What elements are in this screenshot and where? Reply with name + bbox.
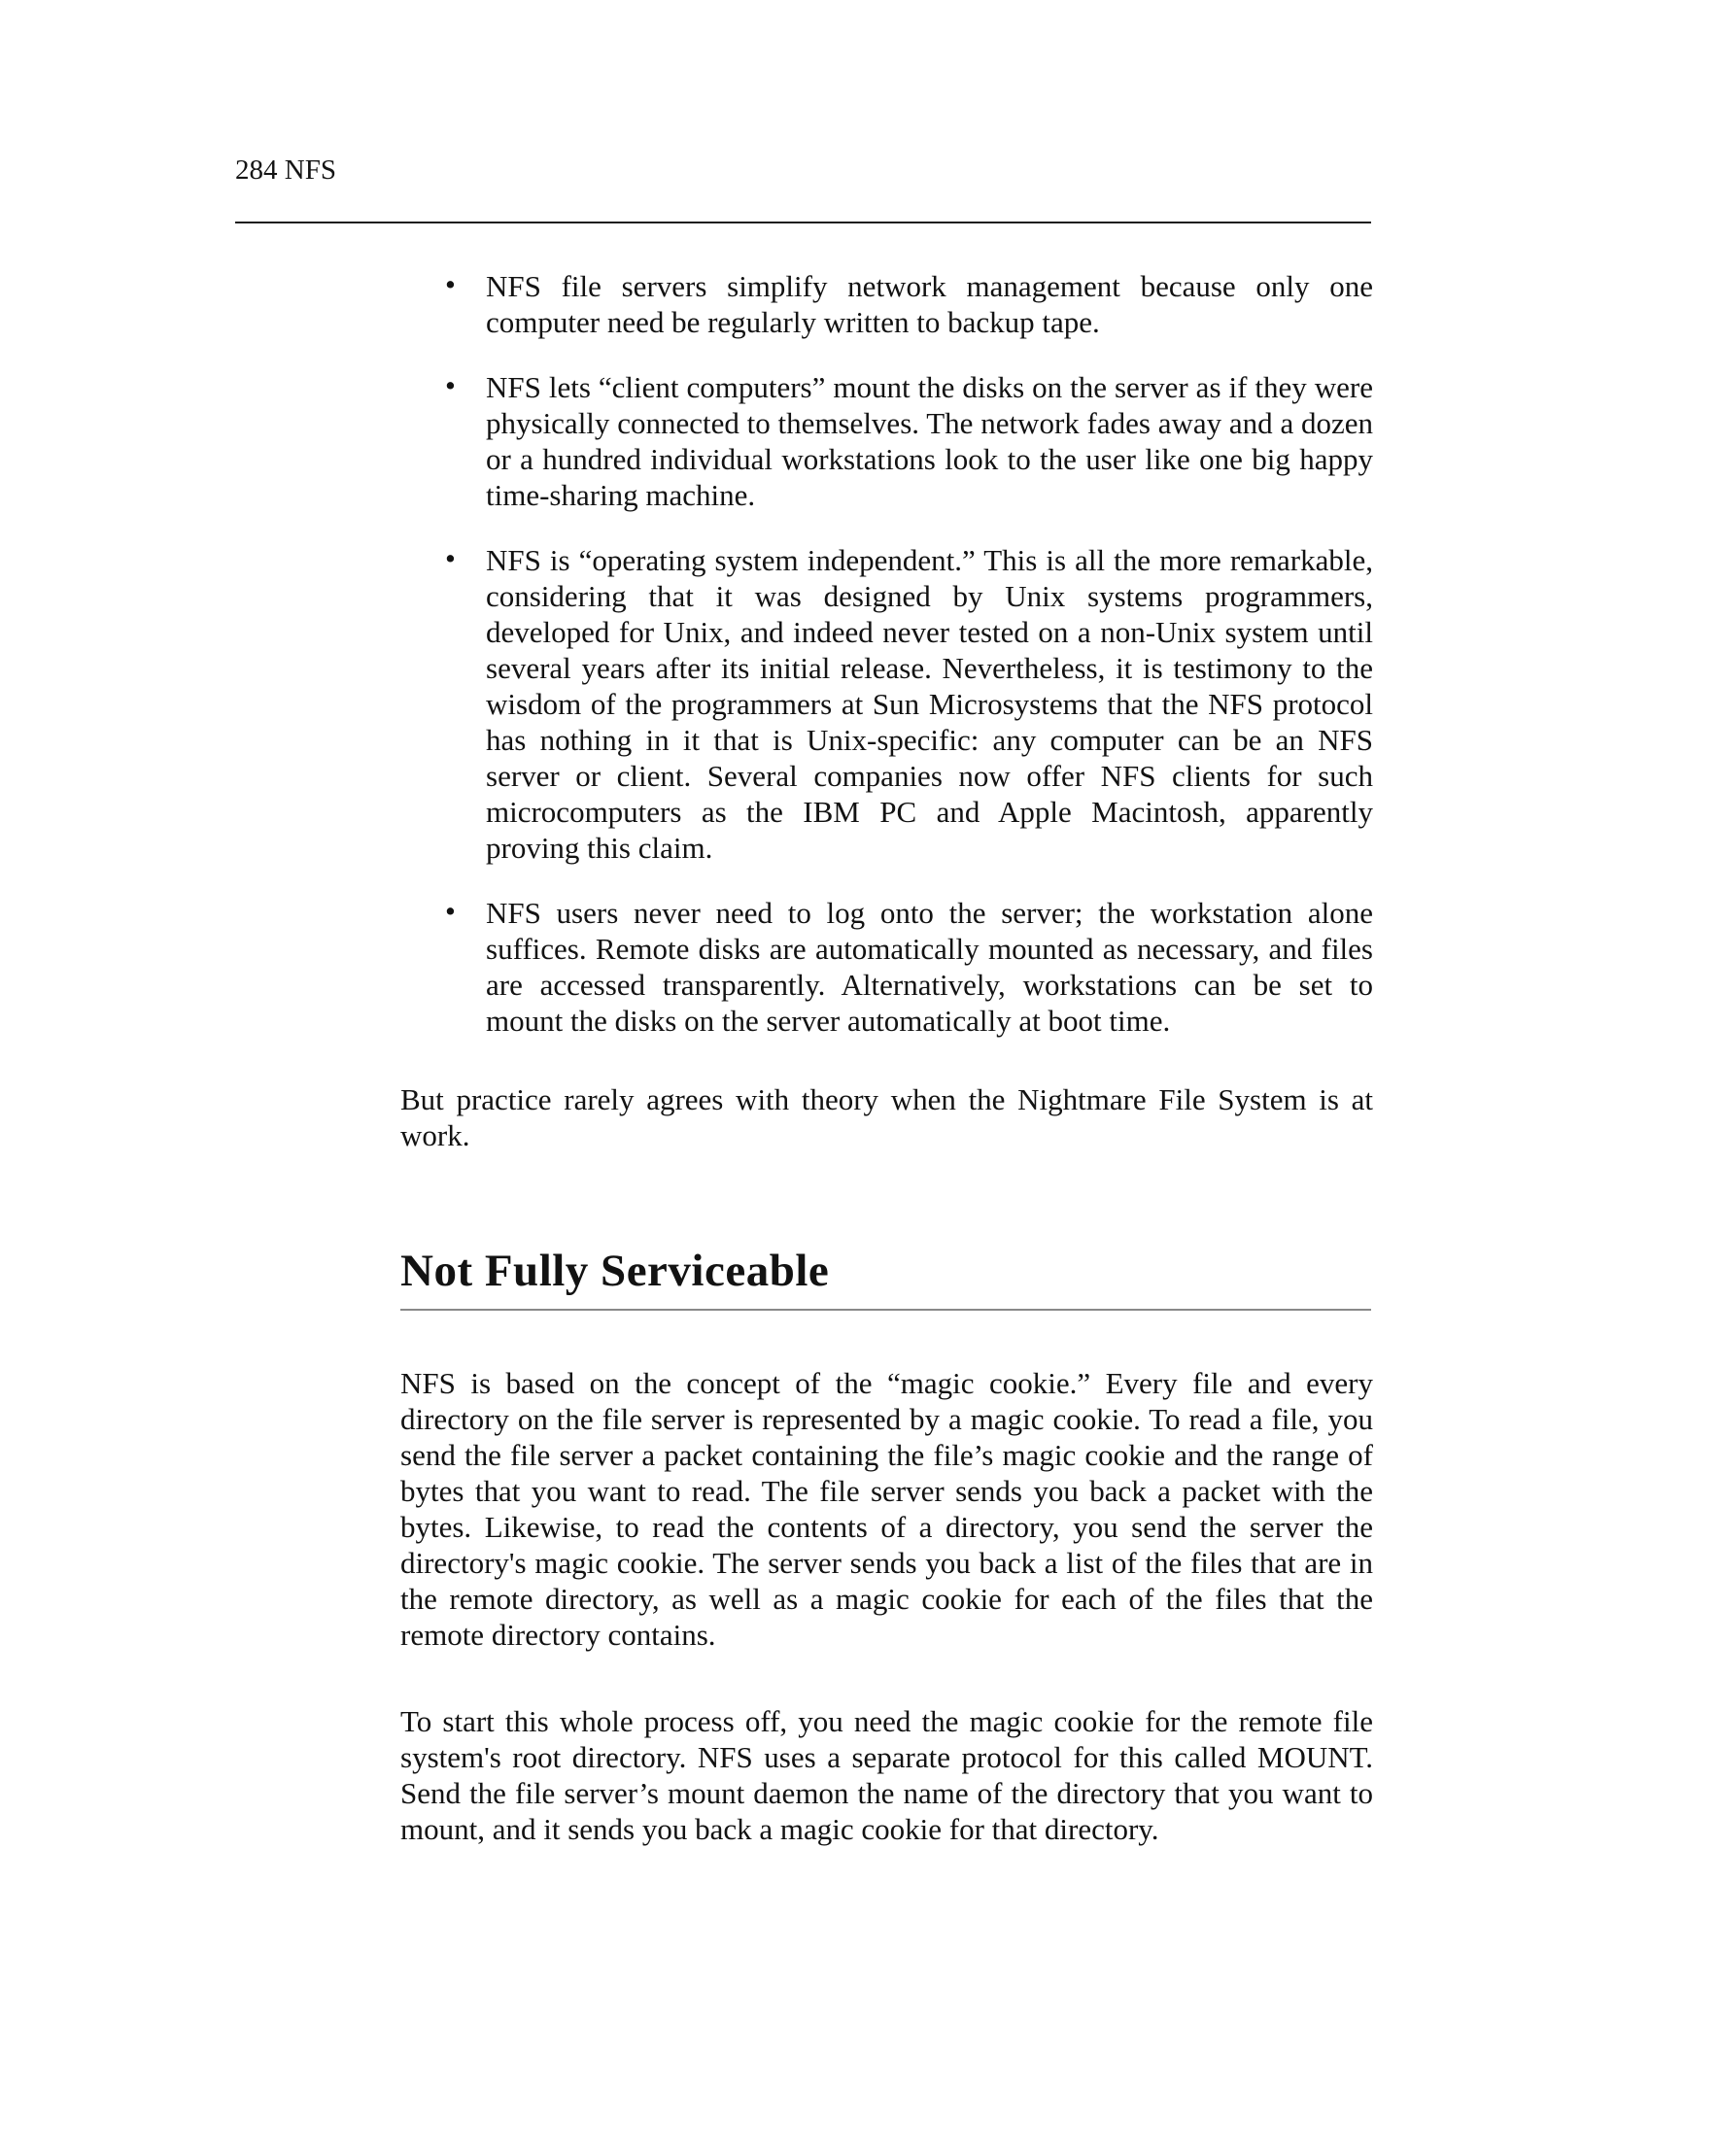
bullet-icon: • bbox=[445, 894, 456, 928]
bullet-icon: • bbox=[445, 267, 456, 301]
list-item bbox=[445, 368, 1373, 513]
list-item bbox=[445, 894, 1373, 1039]
paragraph: To start this whole process off, you need the magic cookie for the remote file system's root directory. NFS uses a separate protocol for this called MOUNT. Send the file server’s mount daemon the name of the directory that you want to mount, and it sends you back a magic cookie for that directory. bbox=[400, 1704, 1373, 1846]
list-item bbox=[445, 267, 1373, 340]
list-item bbox=[445, 541, 1373, 866]
intro-paragraph: But practice rarely agrees with theory when the Nightmare File System is at work. bbox=[400, 1082, 1373, 1152]
paragraph: NFS is based on the concept of the “magic cookie.” Every file and every directory on the file server is represented by a magic cookie. To read a file, you send the file server a packet containing the file’s magic cookie and the range of bytes that you want to read. The file server sends you back a packet with the bytes. Likewise, to read the contents of a directory, you send the server the directory's magic cookie. The server sends you back a list of the files that are in the remote directory, as well as a magic cookie for each of the files that the remote directory contains. bbox=[400, 1366, 1373, 1652]
bullet-icon: • bbox=[445, 368, 456, 402]
running-header: 284 NFS bbox=[235, 154, 336, 186]
bullet-list bbox=[400, 268, 1373, 1039]
list-item-text: NFS file servers simplify network management because only one computer need be regularly written to backup tape. bbox=[486, 269, 1373, 339]
page-content bbox=[400, 268, 1373, 1847]
section-heading: Not Fully Serviceable bbox=[400, 1246, 830, 1296]
section-heading-rule bbox=[400, 1309, 1371, 1311]
list-item-text: NFS users never need to log onto the server; the workstation alone suffices. Remote disks are automatically mounted as necessary, and files are accessed transparently. Alternatively, workstations can be set to mount the disks on the server automatically at boot time. bbox=[486, 896, 1373, 1038]
header-rule bbox=[235, 222, 1371, 223]
list-item-text: NFS lets “client computers” mount the disks on the server as if they were physically connected to themselves. The network fades away and a dozen or a hundred individual workstations look to the user like one big happy time-sharing machine. bbox=[486, 370, 1373, 512]
bullet-icon: • bbox=[445, 541, 456, 575]
list-item-text: NFS is “operating system independent.” This is all the more remarkable, considering that it was designed by Unix systems programmers, developed for Unix, and indeed never tested on a non-Unix system until several years after its initial release. Nevertheless, it is testimony to the wisdom of the programmers at Sun Microsystems that the NFS protocol has nothing in it that is Unix-specific: any computer can be an NFS server or client. Several companies now offer NFS clients for such microcomputers as the IBM PC and Apple Macintosh, apparently proving this claim. bbox=[486, 543, 1373, 865]
